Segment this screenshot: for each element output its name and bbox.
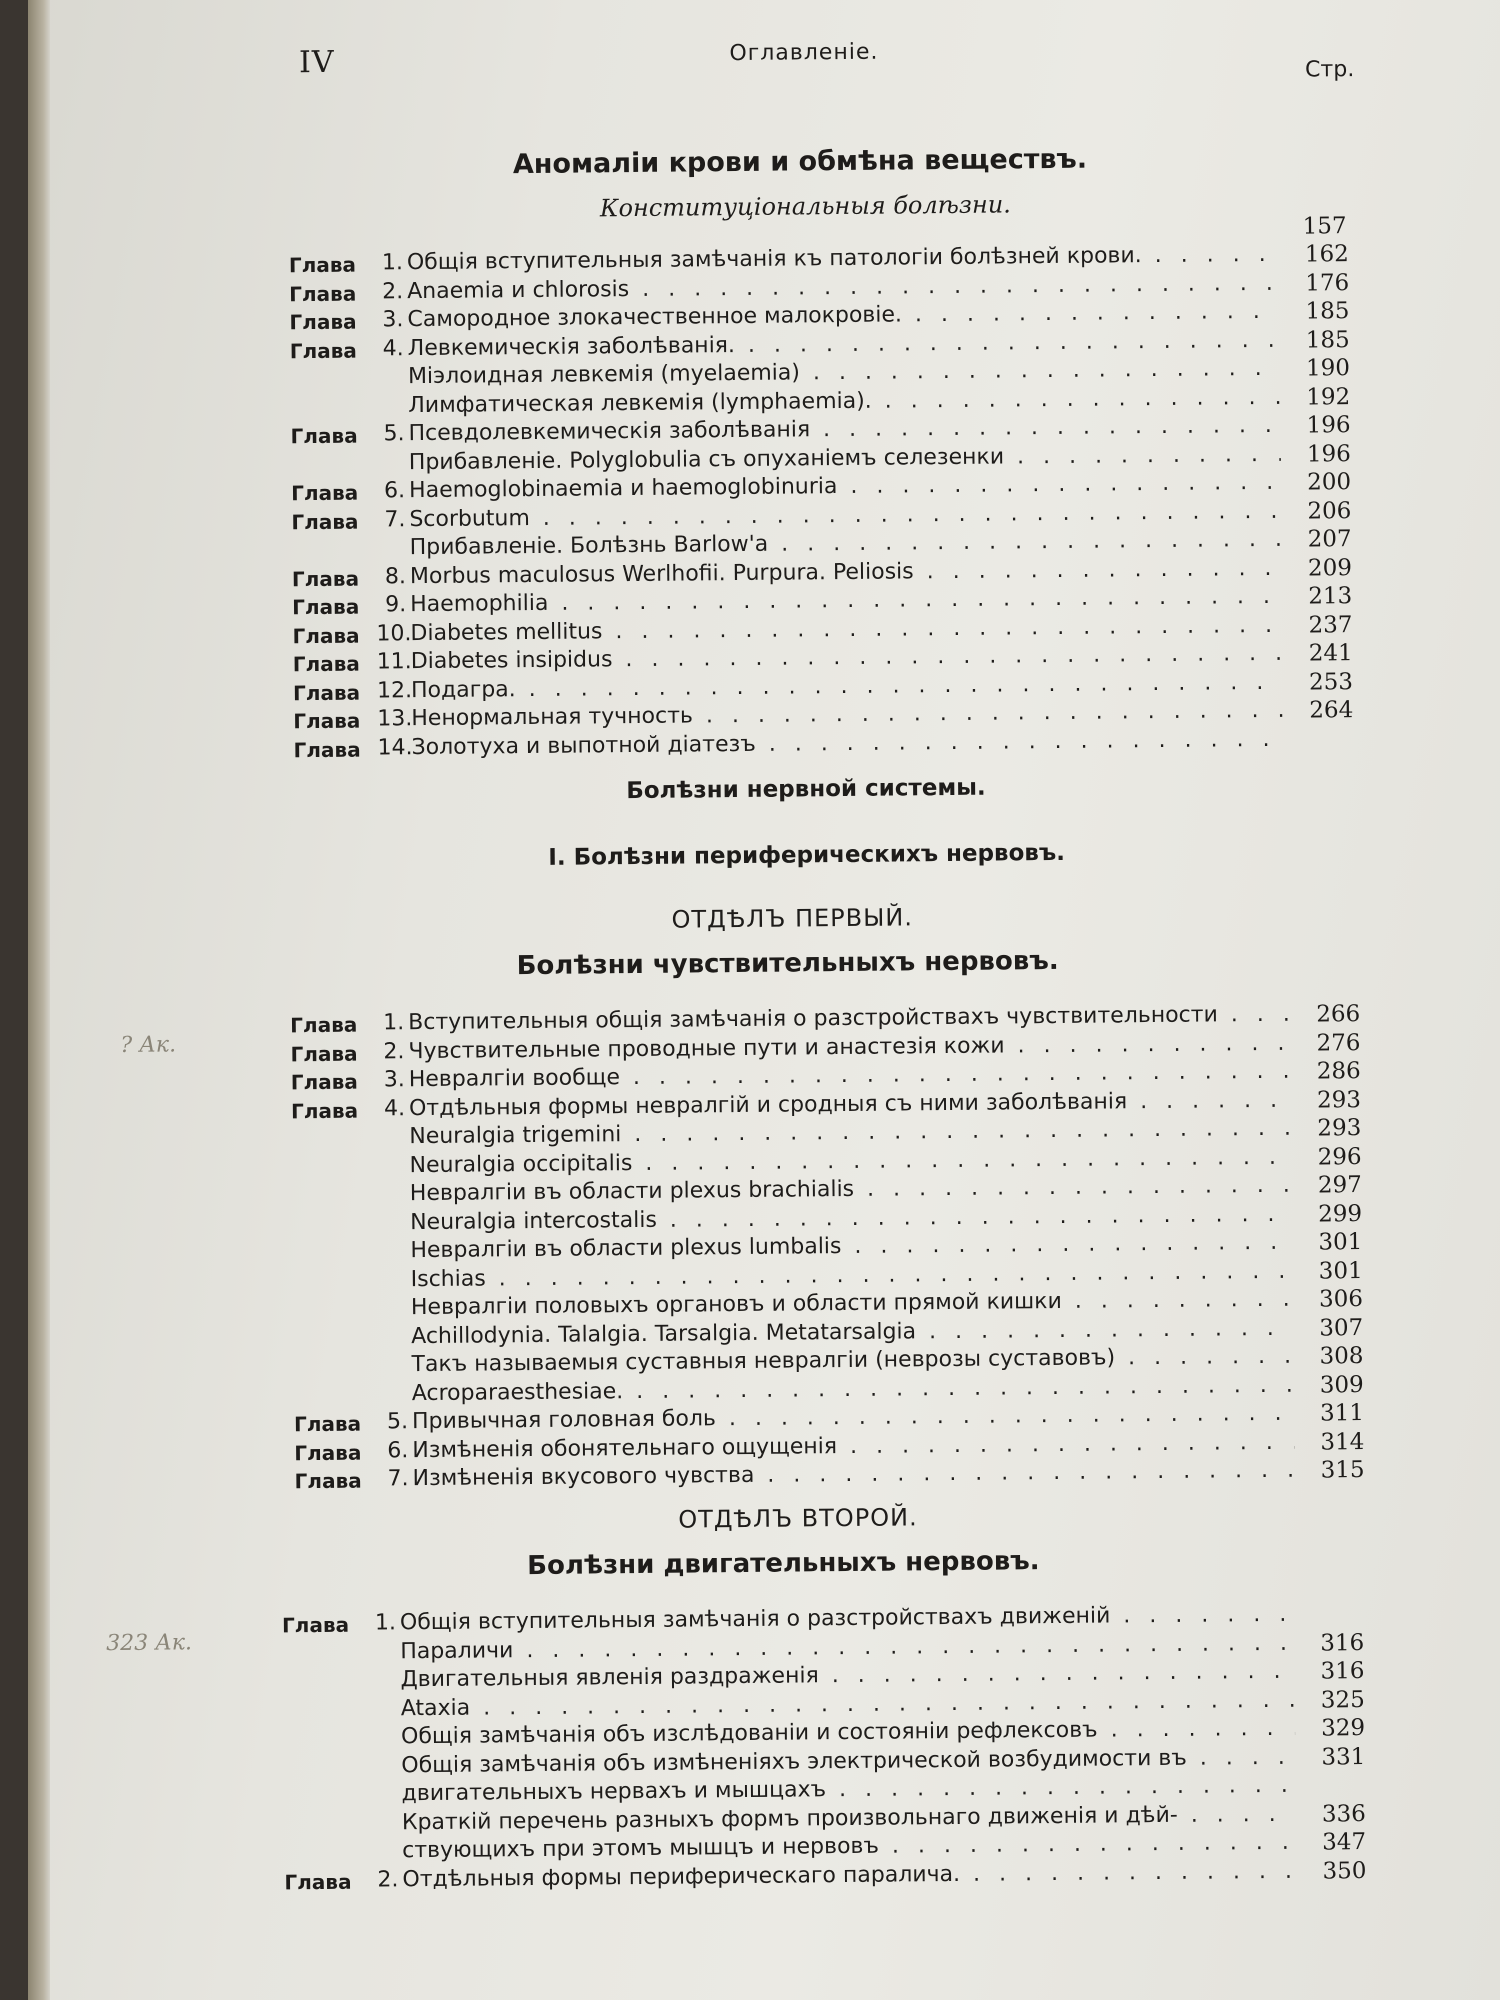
entry-title: Общія вступительныя замѣчанія о разстройствахъ движеній . . . (400, 1602, 1294, 1636)
chapter-label (284, 1784, 354, 1785)
chapter-label: Глава (292, 623, 360, 648)
chapter-number: 3. (382, 307, 404, 333)
entry-title: Ненормальная тучность . . . (411, 698, 1283, 731)
entry-title: Diabetes mellitus . . . (410, 612, 1282, 645)
chapter-label (290, 395, 360, 396)
section-title-nervous: Болѣзни нервной системы. (626, 774, 986, 805)
chapter-label (282, 1641, 352, 1642)
entry-page: 241 (1308, 640, 1353, 667)
chapter-number: 2. (382, 278, 404, 304)
entry-page: 316 (1320, 1658, 1365, 1685)
entry-page: 264 (1309, 697, 1354, 724)
entry-page: 162 (1304, 241, 1350, 268)
chapter-label: Глава (294, 1440, 362, 1465)
entry-page (1298, 1601, 1364, 1602)
part2-title: Болѣзни двигательныхъ нервовъ. (527, 1546, 1040, 1582)
entry-page: 200 (1307, 469, 1352, 496)
part1-title: Болѣзни чувствительныхъ нервовъ. (516, 945, 1059, 982)
entry-page: 196 (1306, 440, 1351, 468)
entry-page: 207 (1307, 526, 1352, 553)
chapter-label (293, 1298, 363, 1299)
chapter-number: 4. (382, 335, 404, 361)
entry-page: 209 (1307, 554, 1353, 582)
entry-page: 331 (1321, 1743, 1366, 1770)
chapter-number: 6. (383, 478, 406, 504)
entry-page: 306 (1318, 1286, 1364, 1313)
entry-title: Левкемическія заболѣванія. . . . (408, 327, 1280, 360)
entry-title: Самородное злокачественное малокровіе. . . . (407, 299, 1279, 332)
chapter-label: Глава (290, 1098, 359, 1123)
chapter-number: 13. (377, 706, 413, 732)
chapter-label (291, 452, 361, 453)
chapter-number: 2. (377, 1866, 399, 1893)
chapter-number: 1. (374, 1610, 397, 1636)
chapter-number: 14. (377, 734, 413, 760)
chapter-label: Глава (292, 651, 360, 677)
chapter-number: 6. (387, 1437, 409, 1463)
entry-title: Общія замѣчанія объ измѣненіяхъ электрической возбудимости въ . . . (401, 1744, 1295, 1778)
chapter-label: Глава (292, 594, 360, 620)
chapter-label (293, 1326, 363, 1327)
entry-page: 329 (1321, 1715, 1366, 1742)
chapter-label (292, 1212, 362, 1213)
entry-page: 253 (1308, 668, 1354, 696)
chapter-label (284, 1812, 354, 1813)
chapter-label (292, 1184, 362, 1185)
chapter-label: Глава (292, 680, 361, 705)
entry-title: Псевдолевкемическія заболѣванія . . . (408, 413, 1280, 446)
entry-page: 316 (1320, 1629, 1365, 1656)
chapter-label: Глава (289, 338, 357, 363)
entry-page: 266 (1316, 1001, 1361, 1028)
chapter-number: 10. (376, 620, 412, 646)
entry-title: ствующихъ при этомъ мышцъ и нервовъ . . . (402, 1830, 1296, 1864)
entry-title: Міэлоидная левкемія (myelaemia) . . . (408, 356, 1280, 389)
page-column-label: Стр. (1304, 57, 1355, 83)
entry-page: 192 (1306, 383, 1351, 411)
entry-title: Scorbutum . . . (409, 498, 1281, 531)
entry-title: Невралгіи въ области plexus brachialis . . . (410, 1173, 1292, 1206)
chapter-label (283, 1727, 353, 1728)
chapter-number: 1. (381, 250, 404, 276)
entry-title: Невралгіи половыхъ органовъ и области прямой кишки . . . (411, 1287, 1293, 1320)
toc-list-sensory (290, 1001, 1365, 1496)
entry-page: 347 (1322, 1829, 1367, 1856)
entry-page: 296 (1317, 1143, 1362, 1170)
entry-title: Отдѣльныя формы периферическаго паралича. . . . (402, 1858, 1296, 1892)
chapter-number: 4. (383, 1095, 406, 1121)
entry-page: 176 (1305, 269, 1350, 297)
entry-title: Отдѣльныя формы невралгій и сродныя съ ними заболѣванія . . . (409, 1087, 1291, 1120)
chapter-number: 7. (387, 1466, 409, 1492)
chapter-label: Глава (293, 708, 361, 734)
chapter-number: 12. (376, 677, 413, 703)
chapter-label (284, 1841, 354, 1842)
entry-title: Лимфатическая левкемія (lymphaemia). . . . (408, 384, 1280, 417)
entry-page: 190 (1305, 355, 1351, 382)
entry-title: Измѣненія вкусового чувства . . . (412, 1458, 1294, 1491)
chapter-number: 8. (384, 563, 407, 589)
pencil-annotation-1: ? Ак. (120, 1032, 177, 1058)
chapter-number: 1. (383, 1010, 405, 1036)
entry-title: Краткій перечень разныхъ формъ произвольнаго движенія и дѣй- . . . (402, 1801, 1296, 1835)
part1-label: ОТДѢЛЪ ПЕРВЫЙ. (671, 903, 914, 934)
chapter-label: Глава (290, 423, 358, 449)
chapter-label (292, 1241, 362, 1242)
entry-page: 185 (1305, 326, 1350, 354)
entry-page: 196 (1306, 412, 1351, 439)
chapter-label (291, 1155, 361, 1156)
entry-title: Общія вступительныя замѣчанія къ патологіи болѣзней крови. . . . (407, 242, 1279, 275)
entry-page: 213 (1308, 583, 1353, 610)
section-subtitle-peripheral: I. Болѣзни периферическихъ нервовъ. (548, 839, 1066, 871)
chapter-label (293, 1269, 363, 1270)
entry-page: 206 (1307, 497, 1352, 525)
entry-page: 315 (1320, 1457, 1365, 1484)
entry-page: 297 (1317, 1172, 1362, 1199)
chapter-label (290, 367, 360, 368)
book-page (28, 0, 1500, 2000)
entry-title: Невралгіи въ области plexus lumbalis . . . (410, 1230, 1292, 1263)
entry-page: 309 (1319, 1371, 1364, 1398)
entry-page (1299, 1772, 1365, 1773)
chapter-number: 3. (383, 1067, 405, 1093)
chapter-label: Глава (289, 281, 357, 306)
chapter-label (283, 1755, 353, 1756)
entry-title: Neuralgia occipitalis . . . (409, 1144, 1291, 1177)
section-title-blood: Аномаліи крови и обмѣна веществъ. (512, 143, 1088, 181)
chapter-label (283, 1698, 353, 1699)
pencil-annotation-2: 323 Ак. (106, 1630, 193, 1657)
chapter-label: Глава (290, 1012, 358, 1038)
chapter-label: Глава (288, 252, 357, 278)
chapter-number: 5. (383, 421, 405, 447)
toc-list-blood (289, 241, 1354, 764)
entry-page: 276 (1316, 1029, 1361, 1056)
chapter-label (291, 1127, 361, 1128)
page-content (28, 0, 1500, 2000)
entry-title: Anaemia и chlorosis . . . (407, 270, 1279, 303)
entry-page: 311 (1319, 1400, 1365, 1427)
entry-title: Вступительныя общія замѣчанія о разстройствахъ чувствительности . . . (408, 1002, 1290, 1035)
chapter-label: Глава (291, 480, 359, 506)
entry-title: Привычная головная боль . . . (412, 1401, 1294, 1434)
chapter-number: 2. (383, 1038, 405, 1064)
entry-title: Невралгіи вообще . . . (409, 1059, 1291, 1092)
toc-list-motor (282, 1601, 1367, 1896)
entry-page: 293 (1317, 1115, 1362, 1142)
entry-title: Ataxia . . . (401, 1687, 1295, 1721)
entry-page: 185 (1305, 298, 1350, 325)
chapter-label: Глава (290, 1069, 358, 1095)
entry-title: Achillodynia. Talalgia. Tarsalgia. Metatarsalgia . . . (411, 1315, 1293, 1348)
entry-page: 293 (1316, 1086, 1362, 1113)
entry-title: Общія замѣчанія объ изслѣдованіи и состояніи рефлексовъ . . . (401, 1716, 1295, 1750)
chapter-label: Глава (281, 1612, 350, 1638)
entry-title: Золотуха и выпотной діатезъ . . . (411, 726, 1283, 759)
entry-title: Neuralgia trigemini . . . (409, 1116, 1291, 1149)
entry-title: Neuralgia intercostalis . . . (410, 1201, 1292, 1234)
chapter-number: 7. (384, 506, 406, 532)
chapter-label (293, 1355, 363, 1356)
entry-title: Ischias . . . (411, 1258, 1293, 1291)
part2-label: ОТДѢЛЪ ВТОРОЙ. (678, 1503, 918, 1534)
entry-page: 350 (1322, 1857, 1367, 1884)
chapter-number: 11. (376, 649, 412, 675)
entry-page: 286 (1316, 1058, 1361, 1085)
chapter-label: Глава (291, 566, 360, 591)
entry-page: 299 (1318, 1200, 1363, 1227)
chapter-label (294, 1383, 364, 1384)
entry-title: Измѣненія обонятельнаго ощущенія . . . (412, 1429, 1294, 1462)
entry-page: 301 (1318, 1257, 1363, 1284)
chapter-number: 5. (386, 1409, 409, 1435)
chapter-label: Глава (293, 737, 361, 762)
entry-page: 237 (1308, 611, 1353, 639)
entry-page: 307 (1319, 1314, 1364, 1341)
page-number: IV (298, 44, 335, 81)
entry-title: Прибавленіе. Болѣзнь Barlow'a . . . (410, 527, 1282, 560)
entry-title: Haemophilia . . . (410, 584, 1282, 617)
chapter-number: 9. (385, 592, 407, 618)
chapter-label (292, 538, 362, 539)
chapter-label: Глава (294, 1468, 362, 1494)
chapter-label: Глава (290, 1041, 358, 1066)
entry-page: 325 (1320, 1686, 1365, 1713)
entry-title: Haemoglobinaemia и haemoglobinuria . . . (409, 470, 1281, 503)
entry-page (1287, 726, 1353, 727)
entry-page: 336 (1321, 1800, 1366, 1827)
section-subtitle-constitutional: Конституціональныя болѣзни. (599, 190, 1011, 223)
running-title: Оглавленіе. (729, 39, 879, 67)
entry-page: 314 (1320, 1428, 1365, 1455)
chapter-label: Глава (289, 309, 357, 335)
entry-title: Двигательныя явленія раздраженія . . . (400, 1659, 1294, 1693)
entry-title: Такъ называемыя суставныя невралгіи (неврозы суставовъ) . . . (411, 1344, 1293, 1377)
chapter-label: Глава (291, 509, 359, 534)
entry-page: 301 (1318, 1229, 1363, 1256)
first-page-number: 157 (1302, 213, 1347, 240)
entry-title: Acroparaesthesiae. . . . (412, 1372, 1294, 1405)
entry-title: Чувствительные проводные пути и анастезія кожи . . . (408, 1030, 1290, 1063)
entry-title: Morbus maculosus Werlhofii. Purpura. Peliosis . . . (410, 555, 1282, 588)
entry-page: 308 (1319, 1343, 1364, 1370)
entry-title: двигательныхъ нервахъ и мышцахъ . . . (401, 1773, 1295, 1807)
entry-title: Diabetes insipidus . . . (411, 641, 1283, 674)
entry-title: Параличи . . . (400, 1630, 1294, 1664)
entry-title: Подагра. . . . (411, 669, 1283, 702)
chapter-label: Глава (284, 1869, 352, 1894)
chapter-label (282, 1670, 352, 1671)
entry-title: Прибавленіе. Polyglobulia съ опуханіемъ селезенки . . . (409, 441, 1281, 474)
chapter-label: Глава (293, 1411, 362, 1437)
